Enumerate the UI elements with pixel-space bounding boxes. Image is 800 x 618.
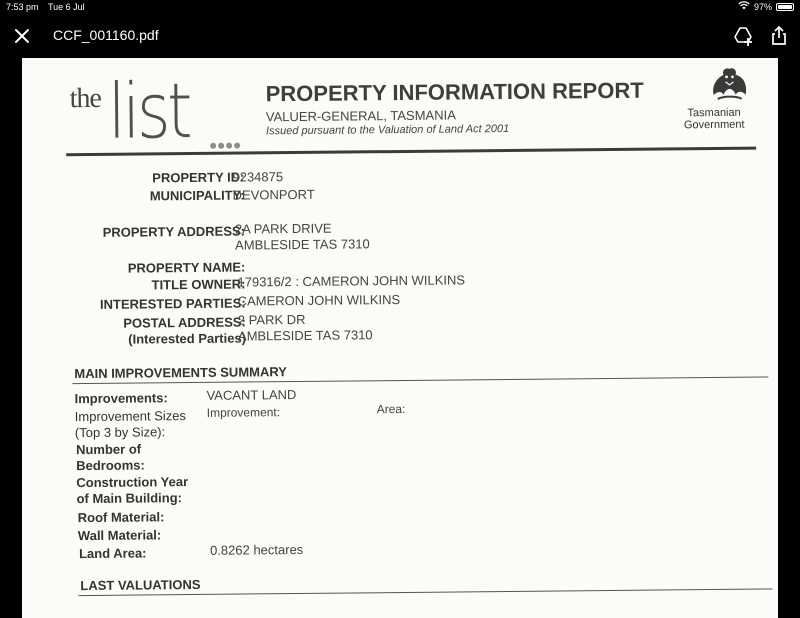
tasmanian-devil-crest-icon bbox=[707, 65, 751, 110]
status-date: Tue 6 Jul bbox=[48, 2, 85, 12]
improvement-sizes-label-1: Improvement Sizes bbox=[74, 408, 187, 425]
municipality-label: MUNICIPALITY: bbox=[149, 187, 245, 204]
title-owner-label: TITLE OWNER: bbox=[151, 276, 246, 293]
construction-year-label-2: of Main Building: bbox=[76, 490, 183, 507]
postal-address-label: POSTAL ADDRESS: bbox=[123, 314, 246, 331]
address-line-1: 2A PARK DRIVE bbox=[234, 220, 332, 237]
gov-line-2: Government bbox=[683, 118, 745, 132]
valuations-section-title: LAST VALUATIONS bbox=[80, 576, 201, 594]
gov-line-1: Tasmanian bbox=[687, 106, 741, 120]
property-address-label: PROPERTY ADDRESS: bbox=[102, 223, 246, 240]
postal-address-sub-label: (Interested Parties) bbox=[128, 330, 247, 347]
land-area-label: Land Area: bbox=[78, 545, 147, 562]
improvements-section-title: MAIN IMPROVEMENTS SUMMARY bbox=[74, 364, 287, 382]
share-icon[interactable] bbox=[768, 25, 790, 47]
improvements-value: VACANT LAND bbox=[206, 387, 297, 403]
report-issued-note: Issued pursuant to the Valuation of Land Act 2001 bbox=[265, 122, 510, 138]
logo-the-text: the bbox=[69, 82, 102, 115]
close-icon[interactable] bbox=[12, 26, 32, 46]
status-right bbox=[738, 1, 794, 12]
add-to-drive-icon[interactable] bbox=[732, 25, 754, 47]
battery-percent: 97% bbox=[753, 1, 772, 12]
area-column-header: Area: bbox=[376, 401, 406, 417]
pdf-page bbox=[22, 58, 778, 618]
logo-list-text: list bbox=[107, 66, 190, 156]
viewer-toolbar bbox=[0, 14, 800, 58]
interested-parties-label: INTERESTED PARTIES: bbox=[99, 295, 246, 312]
report-subtitle: VALUER-GENERAL, TASMANIA bbox=[265, 107, 456, 125]
improvements-label: Improvements: bbox=[74, 390, 168, 407]
bedrooms-label-1: Number of bbox=[75, 441, 142, 458]
roof-material-label: Roof Material: bbox=[77, 509, 165, 526]
status-time: 7:53 pm bbox=[6, 2, 39, 12]
construction-year-label-1: Construction Year bbox=[76, 474, 189, 491]
municipality-value: DEVONPORT bbox=[232, 186, 315, 203]
battery-icon bbox=[776, 3, 794, 11]
land-area-value: 0.8262 hectares bbox=[209, 541, 304, 558]
property-id-label: PROPERTY ID: bbox=[152, 169, 245, 186]
status-bar bbox=[0, 0, 800, 14]
file-name: CCF_001160.pdf bbox=[53, 27, 159, 43]
government-logo-text bbox=[684, 107, 745, 132]
improvement-sizes-label-2: (Top 3 by Size): bbox=[74, 424, 166, 441]
title-owner-value: 179316/2 : CAMERON JOHN WILKINS bbox=[237, 272, 466, 290]
report-title: PROPERTY INFORMATION REPORT bbox=[265, 77, 644, 107]
bedrooms-label-2: Bedrooms: bbox=[76, 457, 145, 474]
property-name-label: PROPERTY NAME: bbox=[127, 259, 246, 276]
report-content bbox=[22, 58, 778, 618]
property-id-value: 9234875 bbox=[232, 169, 284, 185]
wifi-icon bbox=[738, 1, 750, 12]
postal-line-1: 2 PARK DR bbox=[237, 311, 306, 328]
address-line-2: AMBLESIDE TAS 7310 bbox=[235, 236, 370, 253]
interested-parties-value: CAMERON JOHN WILKINS bbox=[237, 292, 401, 309]
postal-line-2: AMBLESIDE TAS 7310 bbox=[237, 327, 373, 344]
wall-material-label: Wall Material: bbox=[77, 527, 162, 544]
improvement-column-header: Improvement: bbox=[206, 405, 281, 420]
